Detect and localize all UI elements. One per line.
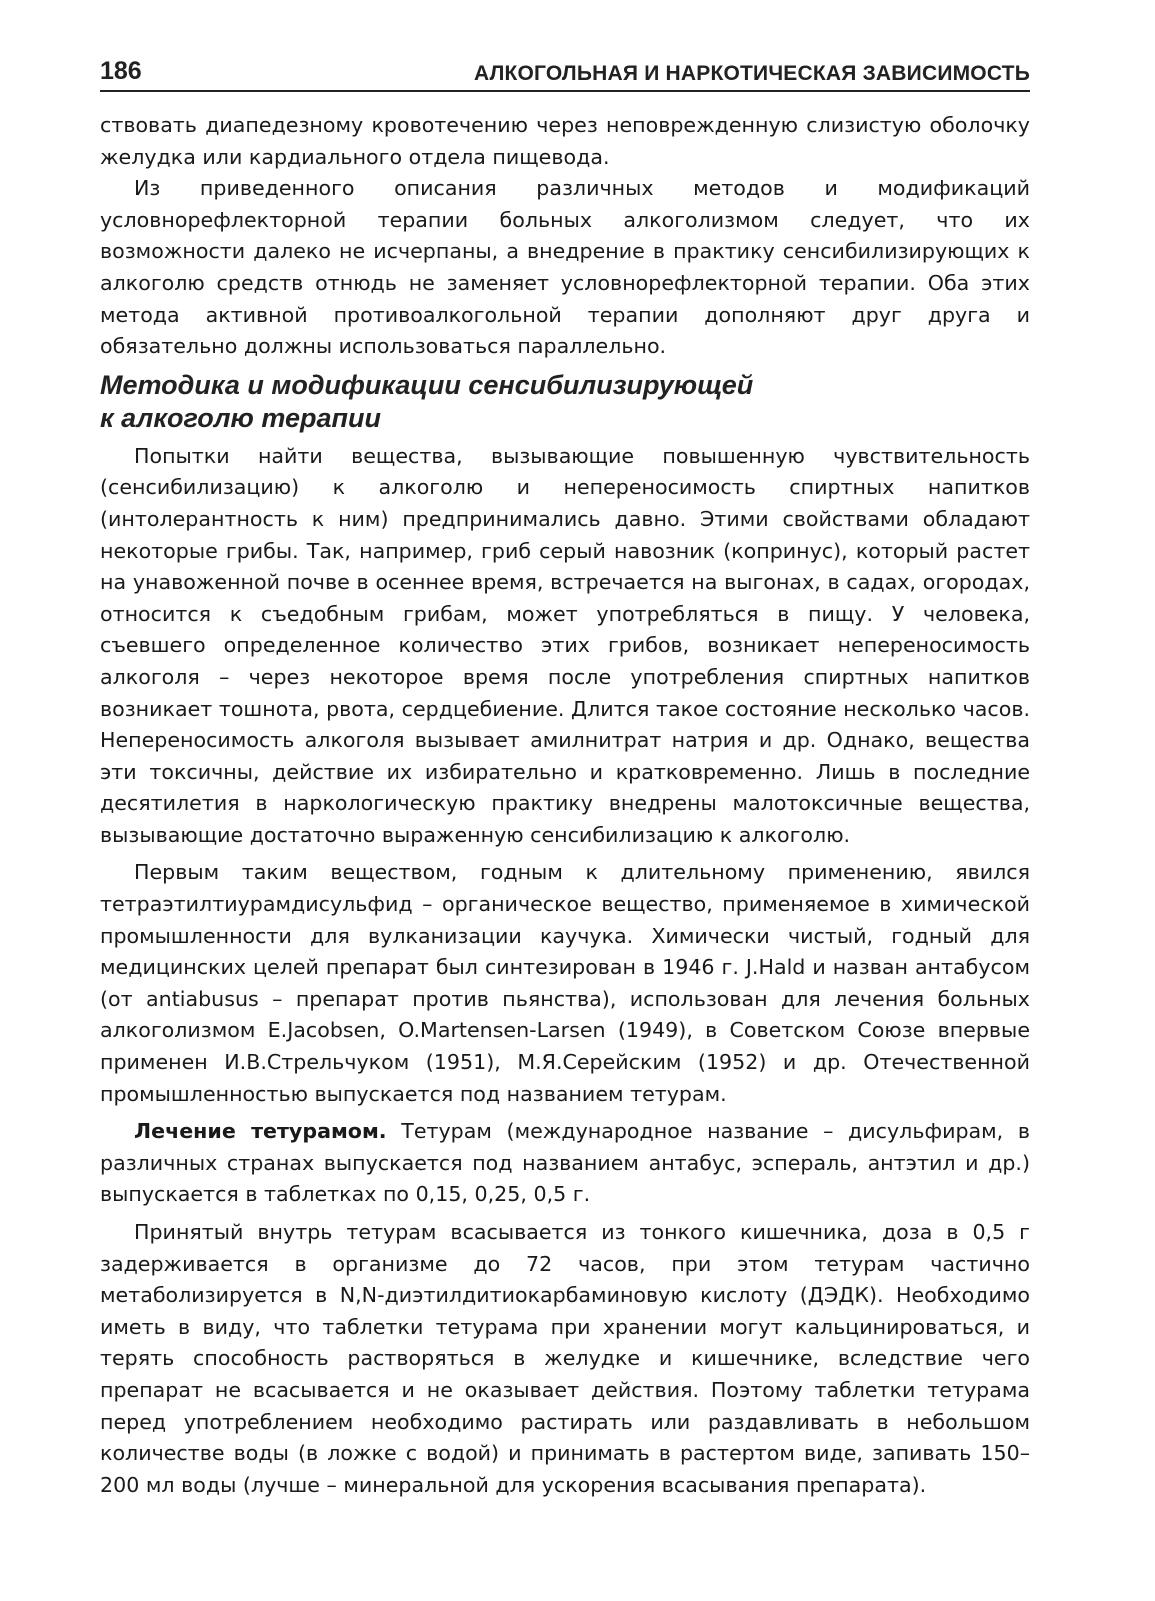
paragraph-lead-text: Тетурам (международное название – дисульфирам, в различных странах выпускается под названием антабус, эспераль, антэтил и др.) выпускается в таблетках по 0,15, 0,25, 0,5 г. [100,1119,1030,1207]
page-header [100,40,1030,92]
paragraph-absorption: Принятый внутрь тетурам всасывается из тонкого кишечника, доза в 0,5 г задерживается в организме до 72 часов, при этом тетурам частично метаболизируется в N,N-диэтилдитиокарбаминовую кислоту (ДЭДК). Необходимо иметь в виду, что таблетки тетурама при хранении могут кальцинироваться, и терять способность растворяться в желудке и кишечнике, вследствие чего препарат не всасывается и не оказывает действия. Поэтому таблетки тетурама перед употреблением необходимо растирать или раздавливать в небольшом количестве воды (в ложке с водой) и принимать в растертом виде, запивать 150–200 мл воды (лучше – минеральной для ускорения всасывания препарата). [100,1220,1030,1497]
page-body [100,110,1030,1501]
section-heading-line-2: к алкоголю терапии [100,402,382,433]
paragraph-continuation: ствовать диапедезному кровотечению через неповрежденную слизистую оболочку желудка или кардиального отдела пищевода. [100,113,1030,169]
page-number: 186 [100,57,142,85]
paragraph-tetraethylthiuram: Первым таким веществом, годным к длительному применению, явился тетраэтилтиурамдисульфид – органическое вещество, применяемое в химической промышленности для вулканизации каучука. Химически чистый, годный для медицинских целей препарат был синтезирован в 1946 г. J.Hald и назван антабусом (от antiabusus – препарат против пьянства), использован для лечения больных алкоголизмом E.Jacobsen, O.Martensen-Larsen (1949), в Советском Союзе впервые применен И.В.Стрельчуком (1951), М.Я.Серейским (1952) и др. Отечественной промышленностью выпускается под названием тетурам. [100,860,1030,1106]
paragraph-teturam-treatment [100,1116,1030,1211]
paragraph-conclusion: Из приведенного описания различных методов и модификаций условнорефлекторной терапии больных алкоголизмом следует, что их возможности далеко не исчерпаны, а внедрение в практику сенсибилизирующих к алкоголю средств отнюдь не заменяет условнорефлекторной терапии. Оба этих метода активной противоалкогольной терапии дополняют друг друга и обязательно должны использоваться параллельно. [100,176,1030,359]
section-heading-line-1: Методика и модификации сенсибилизирующей [100,369,754,400]
running-title: АЛКОГОЛЬНАЯ И НАРКОТИЧЕСКАЯ ЗАВИСИМОСТЬ [473,62,1030,85]
paragraph-lead-title: Лечение тетурамом. [134,1119,387,1144]
paragraph-history: Попытки найти вещества, вызывающие повышенную чувствительность (сенсибилизацию) к алкоголю и непереносимость спиртных напитков (интолерантность к ним) предпринимались давно. Этими свойствами обладают некоторые грибы. Так, например, гриб серый навозник (копринус), который растет на унавоженной почве в осеннее время, встречается на выгонах, в садах, огородах, относится к съедобным грибам, может употребляться в пищу. У человека, съевшего определенное количество этих грибов, возникает непереносимость алкоголя – через некоторое время после употребления спиртных напитков возникает тошнота, рвота, сердцебиение. Длится такое состояние несколько часов. Непереносимость алкоголя вызывает амилнитрат натрия и др. Однако, вещества эти токсичны, действие их избирательно и кратковременно. Лишь в последние десятилетия в наркологическую практику внедрены малотоксичные вещества, вызывающие достаточно выраженную сенсибилизацию к алкоголю. [100,443,1030,847]
section-heading [100,369,1030,435]
book-page [100,40,1030,1501]
